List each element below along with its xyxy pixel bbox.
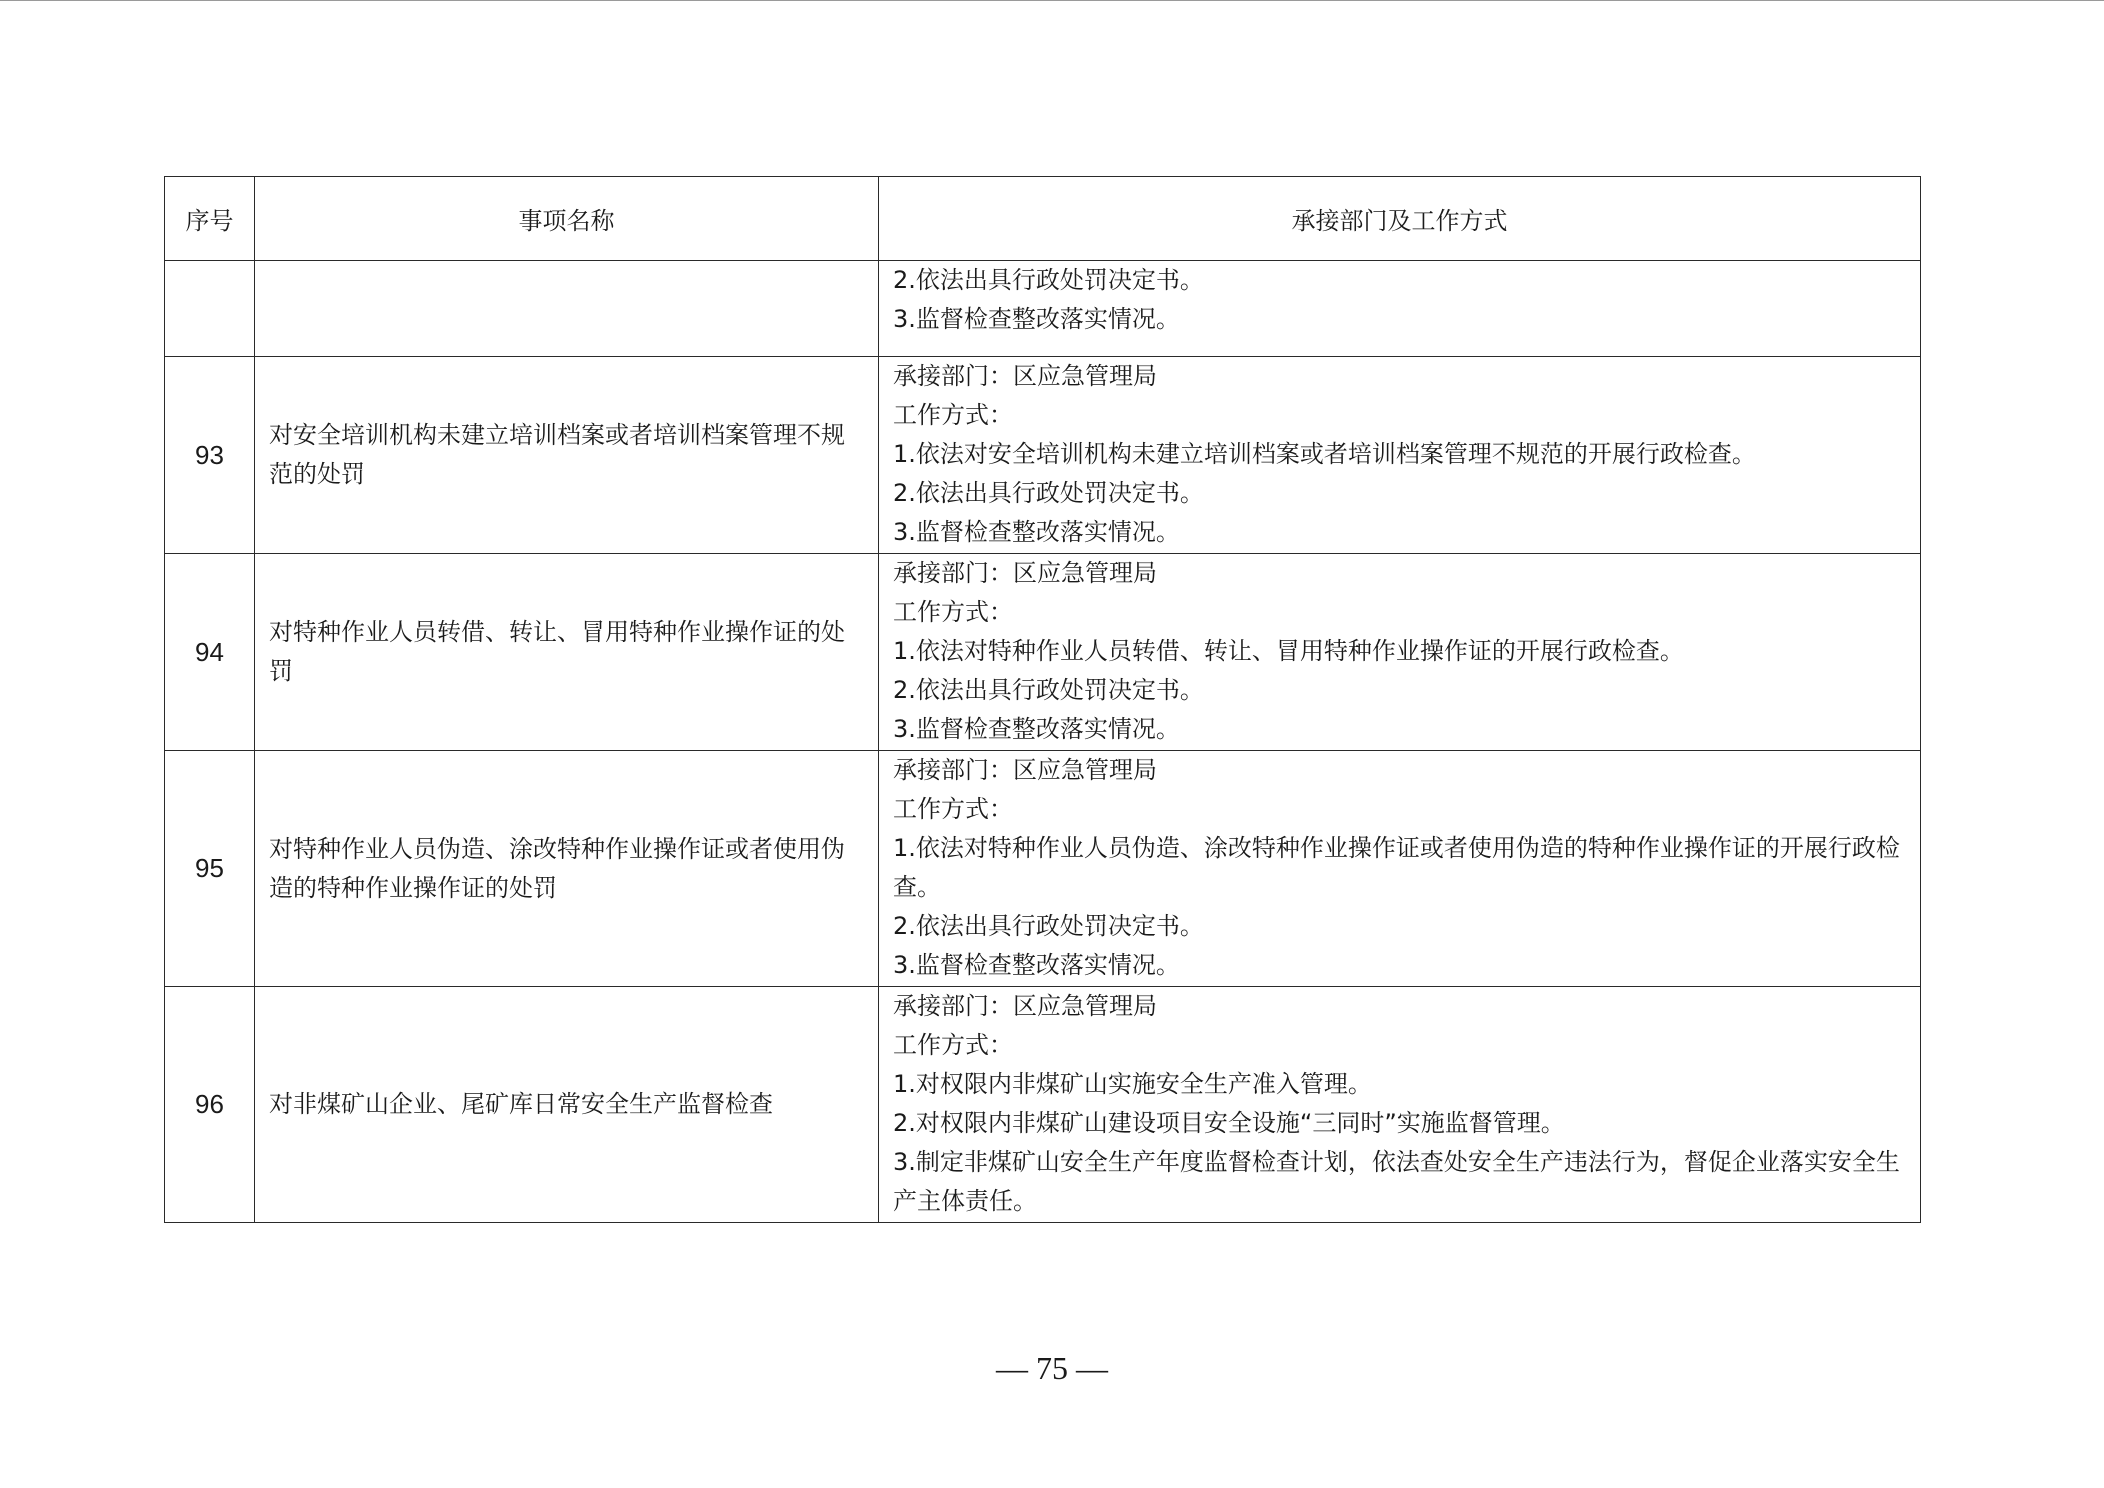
work-line: 工作方式： xyxy=(893,1031,1013,1059)
table-row xyxy=(165,554,1921,751)
work-line: 3.监督检查整改落实情况。 xyxy=(893,951,1180,979)
work-line: 1.依法对特种作业人员转借、转让、冒用特种作业操作证的开展行政检查。 xyxy=(893,637,1684,665)
work-line: 工作方式： xyxy=(893,598,1013,626)
work-line: 2.对权限内非煤矿山建设项目安全设施“三同时”实施监督管理。 xyxy=(893,1109,1565,1137)
work-line: 2.依法出具行政处罚决定书。 xyxy=(893,676,1204,704)
work-line: 3.监督检查整改落实情况。 xyxy=(893,518,1180,546)
row-seq: 96 xyxy=(165,987,255,1223)
items-table xyxy=(164,176,1921,1223)
header-dept-method: 承接部门及工作方式 xyxy=(879,177,1921,261)
table-row xyxy=(165,987,1921,1223)
row-seq xyxy=(165,261,255,357)
table-row xyxy=(165,751,1921,987)
work-line: 承接部门：区应急管理局 xyxy=(893,559,1157,587)
work-line: 3.制定非煤矿山安全生产年度监督检查计划，依法查处安全生产违法行为，督促企业落实安全生产主体责任。 xyxy=(893,1148,1900,1215)
row-item-name: 对特种作业人员转借、转让、冒用特种作业操作证的处罚 xyxy=(255,554,879,751)
row-work-method xyxy=(879,554,1921,751)
row-item-name: 对安全培训机构未建立培训档案或者培训档案管理不规范的处罚 xyxy=(255,357,879,554)
top-border-line xyxy=(0,0,2104,1)
work-line: 2.依法出具行政处罚决定书。 xyxy=(893,912,1204,940)
table-row xyxy=(165,357,1921,554)
row-work-method xyxy=(879,987,1921,1223)
row-seq: 94 xyxy=(165,554,255,751)
work-line: 工作方式： xyxy=(893,795,1013,823)
work-line: 3.监督检查整改落实情况。 xyxy=(893,715,1180,743)
work-line: 承接部门：区应急管理局 xyxy=(893,992,1157,1020)
work-line: 工作方式： xyxy=(893,401,1013,429)
work-line: 承接部门：区应急管理局 xyxy=(893,756,1157,784)
work-line: 2.依法出具行政处罚决定书。 xyxy=(893,266,1204,294)
table-row xyxy=(165,261,1921,357)
work-line: 3.监督检查整改落实情况。 xyxy=(893,305,1180,333)
row-seq: 93 xyxy=(165,357,255,554)
work-line: 1.依法对特种作业人员伪造、涂改特种作业操作证或者使用伪造的特种作业操作证的开展行政检查。 xyxy=(893,834,1900,901)
work-line: 2.依法出具行政处罚决定书。 xyxy=(893,479,1204,507)
row-work-method xyxy=(879,751,1921,987)
row-seq: 95 xyxy=(165,751,255,987)
header-seq: 序号 xyxy=(165,177,255,261)
work-line: 承接部门：区应急管理局 xyxy=(893,362,1157,390)
work-line: 1.依法对安全培训机构未建立培训档案或者培训档案管理不规范的开展行政检查。 xyxy=(893,440,1756,468)
row-item-name: 对非煤矿山企业、尾矿库日常安全生产监督检查 xyxy=(255,987,879,1223)
header-item-name: 事项名称 xyxy=(255,177,879,261)
row-item-name xyxy=(255,261,879,357)
row-work-method xyxy=(879,261,1921,357)
work-line: 1.对权限内非煤矿山实施安全生产准入管理。 xyxy=(893,1070,1372,1098)
page-number: — 75 — xyxy=(996,1350,1108,1386)
row-work-method xyxy=(879,357,1921,554)
table-header-row xyxy=(165,177,1921,261)
row-item-name: 对特种作业人员伪造、涂改特种作业操作证或者使用伪造的特种作业操作证的处罚 xyxy=(255,751,879,987)
